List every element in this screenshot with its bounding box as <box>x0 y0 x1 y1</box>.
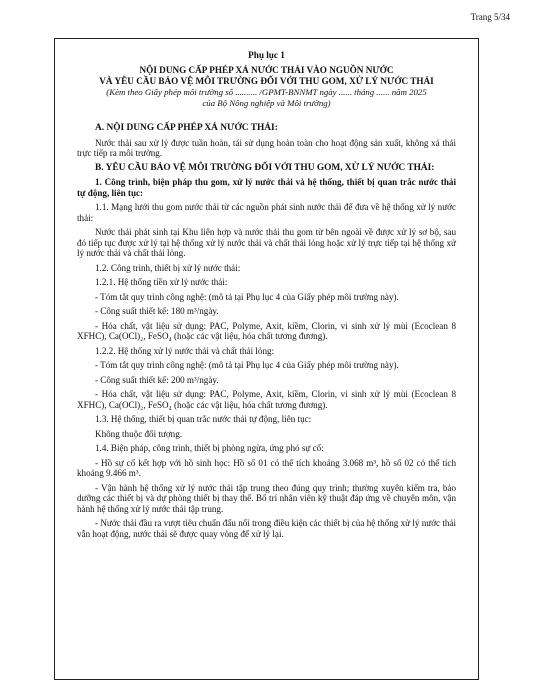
document-body <box>55 123 478 539</box>
para-1-2-1: 1.2.1. Hệ thống tiền xử lý nước thải: <box>95 277 228 287</box>
section-a-title: A. NỘI DUNG CẤP PHÉP XẢ NƯỚC THẢI: <box>95 123 278 133</box>
appendix-title-line1: NỘI DUNG CẤP PHÉP XẢ NƯỚC THẢI VÀO NGUỒN NƯỚC <box>139 65 394 75</box>
para-1-2-1-a: - Tóm tắt quy trình công nghệ: (mô tả tại Phụ lục 4 của Giấy phép môi trường này). <box>95 291 399 302</box>
para-1-2-1-b: - Công suất thiết kế: 180 m³/ngày. <box>95 306 219 316</box>
para-1-2-2: 1.2.2. Hệ thống xử lý nước thải và chất thải lỏng: <box>95 345 275 356</box>
para-1-2: 1.2. Công trình, thiết bị xử lý nước thải: <box>95 262 241 273</box>
appendix-title-line2: VÀ YÊU CẦU BẢO VỆ MÔI TRƯỜNG ĐỐI VỚI THU GOM, XỬ LÝ NƯỚC THẢI <box>99 76 434 86</box>
para-1-1: 1.1. Mạng lưới thu gom nước thải từ các nguồn phát sinh nước thải để đưa về hệ thống xử lý nước thải: <box>77 202 456 223</box>
para-1-4: 1.4. Biện pháp, công trình, thiết bị phòng ngừa, ứng phó sự cố: <box>95 443 324 453</box>
section-b-title: B. YÊU CẦU BẢO VỆ MÔI TRƯỜNG ĐỐI VỚI THU GOM, XỬ LÝ NƯỚC THẢI: <box>95 162 435 173</box>
para-1-1-text: Nước thải phát sinh tại Khu liên hợp và nước thải thu gom từ bên ngoài về được xử lý sơ bộ, sau đó tiếp tục được xử lý tại hệ thống xử lý nước thải và chất thải lỏng hoặc xử lý trực tiếp tại hệ thống xử lý nước thải và chất thải lỏng. <box>77 227 456 258</box>
para-1-4-a: - Hồ sự cố kết hợp với hồ sinh học: Hồ số 01 có thể tích khoảng 3.068 m³, hồ số 02 có thể tích khoảng 9.466 m³. <box>77 457 456 478</box>
para-1-3: 1.3. Hệ thống, thiết bị quan trắc nước thải tự động, liên tục: <box>95 414 312 424</box>
appendix-note-line2: của Bộ Nông nghiệp và Môi trường) <box>202 98 331 108</box>
para-1-2-2-b: - Công suất thiết kế: 200 m³/ngày. <box>95 374 219 385</box>
page-number: Trang 5/34 <box>470 12 510 22</box>
appendix-note-line1: (Kèm theo Giấy phép môi trường số .......... /GPMT-BNNMT ngày ...... tháng ...... năm 2025 <box>106 87 427 97</box>
para-1-3-text: Không thuộc đối tượng. <box>95 428 183 439</box>
para-1-4-c: - Nước thải đầu ra vượt tiêu chuẩn đấu nối trong điều kiện các thiết bị của hệ thống xử lý nước thải vẫn hoạt động, nước thải sẽ được quay vòng để xử lý lại. <box>77 518 456 539</box>
para-1-4-b: - Vận hành hệ thống xử lý nước thải tập trung theo đúng quy trình; thường xuyên kiểm tra, bảo dưỡng các thiết bị và dự phòng thiết bị thay thế. Bố trí nhân viên kỹ thuật đáp ứng về chuyên môn, vận hành hệ thống xử lý nước thải tập trung. <box>77 482 456 514</box>
section-b1-title: 1. Công trình, biện pháp thu gom, xử lý nước thải và hệ thống, thiết bị quan trắc nước thải tự động, liên tục: <box>77 177 456 198</box>
para-1-2-2-a: - Tóm tắt quy trình công nghệ: (mô tả tại Phụ lục 4 của Giấy phép môi trường này). <box>95 360 399 370</box>
section-a-text: Nước thải sau xử lý được tuần hoàn, tái sử dụng hoàn toàn cho hoạt động sản xuất, không xả thải trực tiếp ra môi trường. <box>77 137 456 158</box>
para-1-2-1-c: - Hóa chất, vật liệu sử dụng: PAC, Polyme, Axit, kiềm, Clorin, vi sinh xử lý mùi (Ecoclean 8 XFHC), Ca(OCl)₂, FeSO₄ (hoặc các vật liệu, hóa chất tương đương). <box>77 320 456 341</box>
appendix-frame <box>54 38 479 680</box>
para-1-2-2-c: - Hóa chất, vật liệu sử dụng: PAC, Polyme, Axit, kiềm, Clorin, vi sinh xử lý mùi (Ecoclean 8 XFHC), Ca(OCl)₂, FeSO₄ (hoặc các vật liệu, hóa chất tương đương). <box>77 389 456 410</box>
appendix-label: Phụ lục 1 <box>248 50 285 60</box>
